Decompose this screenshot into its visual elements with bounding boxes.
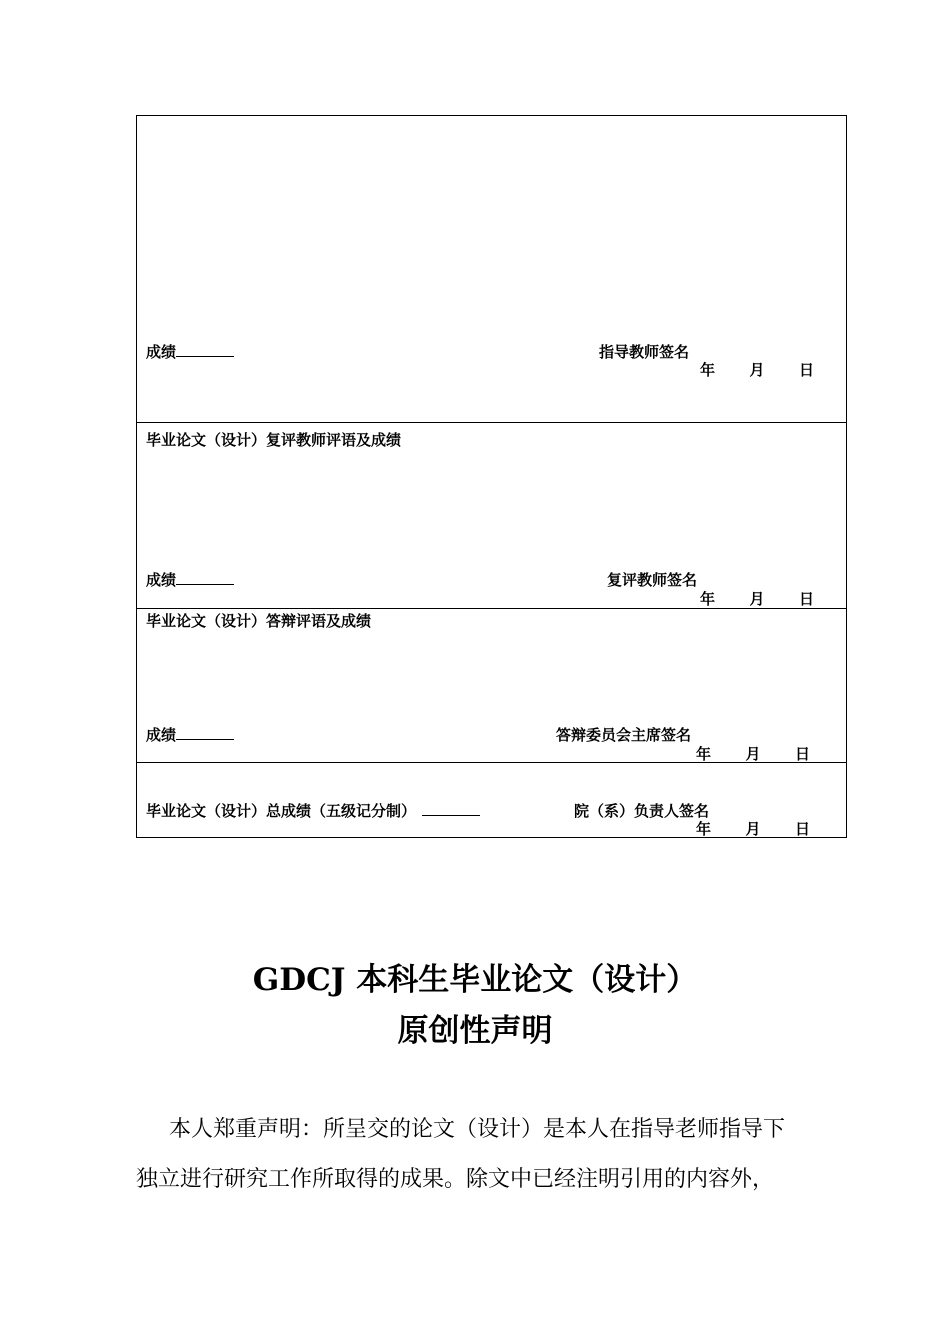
total-signature-label: 院（系）负责人签名 (574, 802, 710, 820)
declaration-paragraph-line1: 本人郑重声明：所呈交的论文（设计）是本人在指导老师指导下 (169, 1117, 786, 1142)
defense-date-day: 日 (794, 745, 810, 763)
reviewer-signature-label: 复评教师签名 (607, 571, 698, 589)
defense-date-month: 月 (745, 745, 761, 763)
reviewer-heading: 毕业论文（设计）复评教师评语及成绩 (146, 431, 402, 449)
total-date-month: 月 (745, 820, 761, 838)
total-grade-label: 毕业论文（设计）总成绩（五级记分制） (146, 802, 417, 820)
defense-section (137, 608, 846, 762)
defense-heading: 毕业论文（设计）答辩评语及成绩 (146, 612, 372, 630)
defense-date (696, 745, 810, 763)
total-grade-field[interactable] (422, 802, 480, 816)
advisor-grade (146, 343, 234, 361)
declaration-subtitle: 原创性声明 (397, 1013, 553, 1049)
defense-signature-label: 答辩委员会主席签名 (556, 726, 692, 744)
reviewer-grade (146, 571, 234, 589)
advisor-signature-label: 指导教师签名 (599, 343, 690, 361)
reviewer-date-year: 年 (700, 590, 716, 608)
declaration-title: GDCJ 本科生毕业论文（设计） (252, 962, 698, 998)
advisor-grade-field[interactable] (176, 343, 234, 357)
advisor-date-day: 日 (798, 361, 814, 379)
reviewer-date-month: 月 (749, 590, 765, 608)
declaration-paragraph-line2: 独立进行研究工作所取得的成果。除文中已经注明引用的内容外， (136, 1167, 775, 1192)
advisor-grade-label: 成绩 (146, 343, 177, 361)
total-date (696, 820, 810, 838)
reviewer-date (700, 590, 814, 608)
total-grade (146, 802, 480, 820)
defense-date-year: 年 (696, 745, 712, 763)
reviewer-grade-label: 成绩 (146, 571, 177, 589)
reviewer-date-day: 日 (798, 590, 814, 608)
defense-grade (146, 726, 234, 744)
advisor-date-year: 年 (700, 361, 716, 379)
total-date-day: 日 (794, 820, 810, 838)
defense-grade-label: 成绩 (146, 726, 177, 744)
advisor-date-month: 月 (749, 361, 765, 379)
advisor-section (137, 116, 846, 422)
advisor-date (700, 361, 814, 379)
reviewer-grade-field[interactable] (176, 571, 234, 585)
evaluation-table (136, 115, 847, 838)
total-section (137, 762, 846, 839)
reviewer-section (137, 422, 846, 608)
defense-grade-field[interactable] (176, 726, 234, 740)
total-date-year: 年 (696, 820, 712, 838)
